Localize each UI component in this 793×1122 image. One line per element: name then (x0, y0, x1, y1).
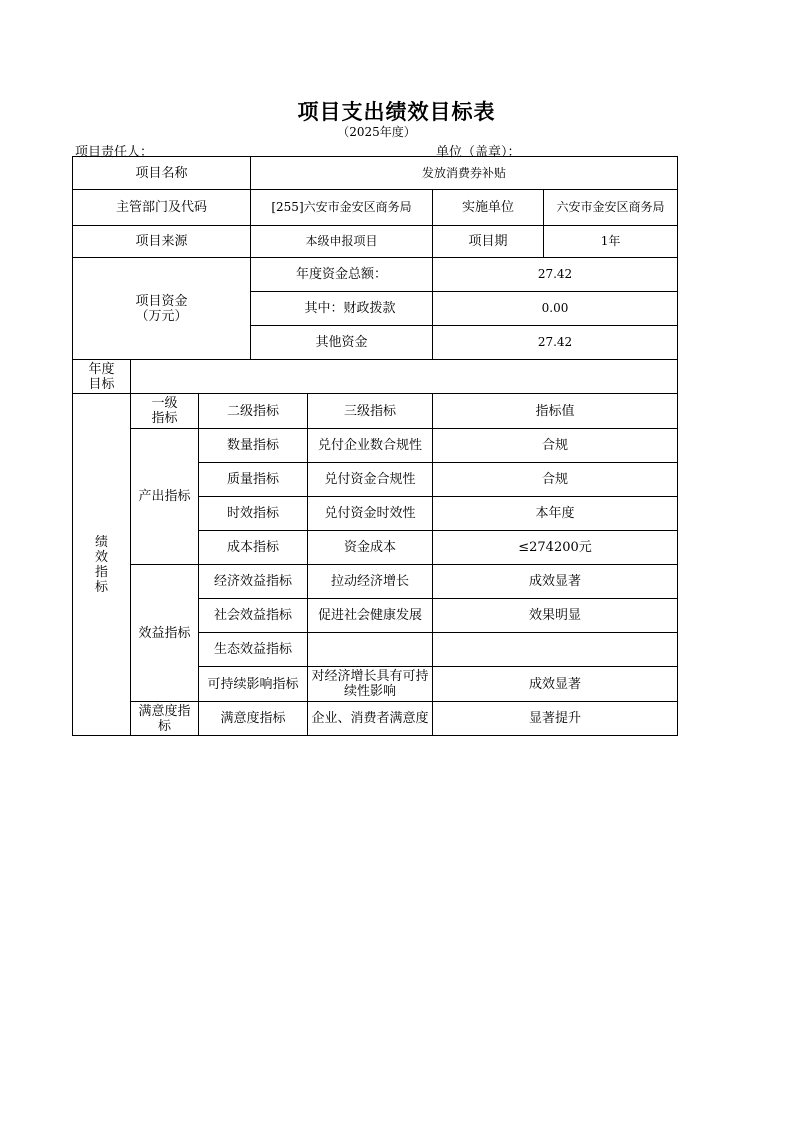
source-row (73, 226, 678, 258)
level3-cell: 对经济增长具有可持续性影响 (308, 667, 433, 702)
level3-cell (308, 633, 433, 667)
annual-goal-row (73, 360, 678, 394)
level2-cell: 满意度指标 (199, 702, 308, 736)
total-fund-label: 年度资金总额： (251, 258, 433, 292)
value-cell: 显著提升 (433, 702, 678, 736)
performance-indicator-section (73, 394, 131, 736)
level2-cell: 可持续影响指标 (199, 667, 308, 702)
fiscal-fund-label: 其中：财政拨款 (251, 292, 433, 326)
period-value: 1年 (544, 226, 678, 258)
level3-cell: 兑付企业数合规性 (308, 429, 433, 463)
level3-header: 三级指标 (308, 394, 433, 429)
impl-unit-label: 实施单位 (433, 190, 544, 226)
page-title: 项目支出绩效目标表 (297, 100, 496, 124)
annual-goal-label (73, 360, 131, 394)
annual-goal-label-line1: 年度 (88, 361, 115, 377)
satisfaction-label-line1: 满意度指 (138, 703, 191, 719)
unit-seal-label: 单位（盖章）： (436, 145, 521, 160)
level3-cell: 拉动经济增长 (308, 565, 433, 599)
level2-cell: 数量指标 (199, 429, 308, 463)
level2-cell: 生态效益指标 (199, 633, 308, 667)
fund-label-line1: 项目资金 (135, 293, 188, 309)
value-header: 指标值 (433, 394, 678, 429)
period-label: 项目期 (433, 226, 544, 258)
other-fund-value: 27.42 (433, 326, 678, 360)
value-cell: 合规 (433, 429, 678, 463)
annual-goal-label-line2: 目标 (88, 376, 115, 392)
value-cell: 合规 (433, 463, 678, 497)
fund-label-line2: （万元） (135, 308, 188, 324)
level2-cell: 成本指标 (199, 531, 308, 565)
level1-header-line2: 指标 (151, 411, 178, 426)
satisfaction-label-line2: 标 (157, 718, 171, 734)
performance-target-table (72, 156, 678, 736)
project-name-value: 发放消费券补贴 (251, 157, 678, 190)
level3-cell: 促进社会健康发展 (308, 599, 433, 633)
level3-cell: 兑付资金合规性 (308, 463, 433, 497)
table-row (73, 429, 678, 463)
value-cell (433, 633, 678, 667)
level3-cell: 资金成本 (308, 531, 433, 565)
dept-value: [255]六安市金安区商务局 (251, 190, 433, 226)
source-value: 本级申报项目 (251, 226, 433, 258)
value-cell: ≤274200元 (433, 531, 678, 565)
indicator-section-label: 绩效指标 (95, 534, 109, 595)
project-fund-label (73, 258, 251, 360)
impl-unit-value: 六安市金安区商务局 (544, 190, 678, 226)
responsible-person-label: 项目责任人： (75, 145, 154, 160)
level2-cell: 质量指标 (199, 463, 308, 497)
total-fund-value: 27.42 (433, 258, 678, 292)
value-cell: 成效显著 (433, 667, 678, 702)
level2-cell: 经济效益指标 (199, 565, 308, 599)
value-cell: 效果明显 (433, 599, 678, 633)
dept-label: 主管部门及代码 (73, 190, 251, 226)
annual-goal-value (131, 360, 678, 394)
project-name-label: 项目名称 (73, 157, 251, 190)
fiscal-fund-value: 0.00 (433, 292, 678, 326)
department-row (73, 190, 678, 226)
benefit-indicator-label: 效益指标 (131, 565, 199, 702)
value-cell: 本年度 (433, 497, 678, 531)
output-indicator-label: 产出指标 (131, 429, 199, 565)
table-row (73, 702, 678, 736)
level3-cell: 企业、消费者满意度 (308, 702, 433, 736)
satisfaction-indicator-label (131, 702, 199, 736)
level2-cell: 社会效益指标 (199, 599, 308, 633)
table-row (73, 565, 678, 599)
other-fund-label: 其他资金 (251, 326, 433, 360)
level2-cell: 时效指标 (199, 497, 308, 531)
value-cell: 成效显著 (433, 565, 678, 599)
indicator-header-row (73, 394, 678, 429)
level2-header: 二级指标 (199, 394, 308, 429)
level3-cell: 兑付资金时效性 (308, 497, 433, 531)
fund-total-row (73, 258, 678, 292)
project-name-row (73, 157, 678, 190)
level1-header-line1: 一级 (151, 396, 178, 411)
year-subtitle: （2025年度） (337, 125, 416, 139)
source-label: 项目来源 (73, 226, 251, 258)
level1-header (131, 394, 199, 429)
